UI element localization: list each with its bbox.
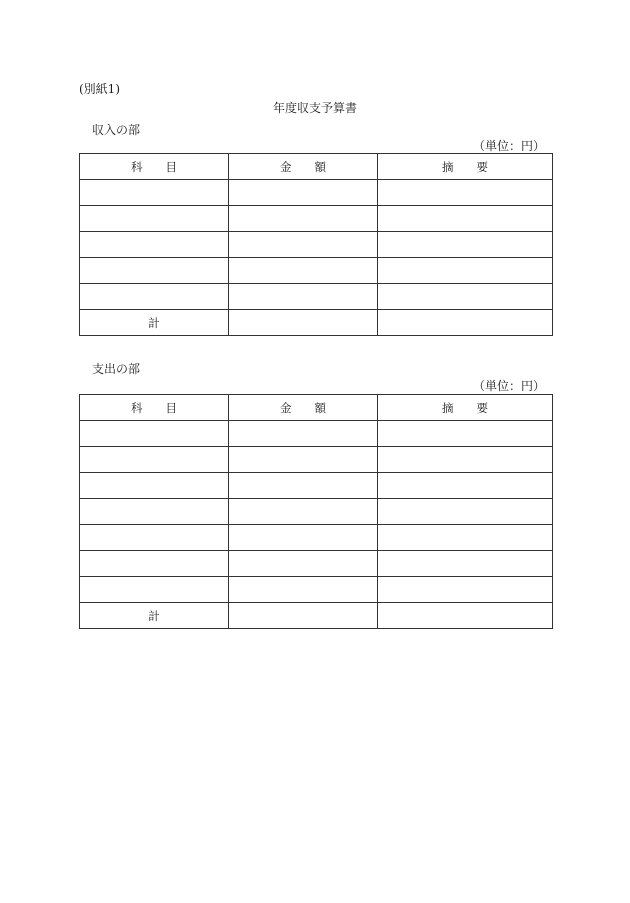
column-header-remarks: 摘 要	[378, 395, 553, 421]
item-cell	[80, 473, 229, 499]
remarks-cell	[378, 180, 553, 206]
item-cell	[80, 206, 229, 232]
amount-cell	[229, 577, 378, 603]
item-cell	[80, 421, 229, 447]
remarks-cell	[378, 284, 553, 310]
remarks-cell	[378, 551, 553, 577]
item-cell	[80, 551, 229, 577]
expense-unit-label: （単位：円）	[472, 379, 545, 393]
remarks-cell	[378, 577, 553, 603]
table-row	[80, 447, 553, 473]
table-row	[80, 499, 553, 525]
table-row	[80, 577, 553, 603]
amount-cell	[229, 284, 378, 310]
expense-table	[79, 394, 553, 629]
document-title: 年度収支予算書	[272, 101, 357, 115]
table-row	[80, 421, 553, 447]
item-cell	[80, 447, 229, 473]
item-cell	[80, 499, 229, 525]
column-header-remarks: 摘 要	[378, 154, 553, 180]
table-row	[80, 258, 553, 284]
item-cell	[80, 258, 229, 284]
amount-cell	[229, 499, 378, 525]
remarks-cell	[378, 258, 553, 284]
remarks-cell	[378, 525, 553, 551]
amount-cell	[229, 525, 378, 551]
amount-cell	[229, 447, 378, 473]
expense-section-label: 支出の部	[92, 362, 141, 376]
total-label: 計	[80, 310, 229, 336]
item-cell	[80, 525, 229, 551]
income-section-label: 収入の部	[92, 123, 141, 137]
remarks-cell	[378, 310, 553, 336]
attachment-label: (別紙1)	[79, 82, 120, 96]
remarks-cell	[378, 421, 553, 447]
remarks-cell	[378, 473, 553, 499]
table-row	[80, 551, 553, 577]
income-unit-label: （単位：円）	[472, 139, 545, 153]
remarks-cell	[378, 603, 553, 629]
table-row	[80, 206, 553, 232]
item-cell	[80, 232, 229, 258]
table-row	[80, 180, 553, 206]
total-label: 計	[80, 603, 229, 629]
table-row	[80, 284, 553, 310]
amount-cell	[229, 258, 378, 284]
remarks-cell	[378, 206, 553, 232]
column-header-item: 科 目	[80, 395, 229, 421]
column-header-amount: 金 額	[229, 395, 378, 421]
amount-cell	[229, 180, 378, 206]
amount-cell	[229, 310, 378, 336]
column-header-amount: 金 額	[229, 154, 378, 180]
amount-cell	[229, 473, 378, 499]
remarks-cell	[378, 232, 553, 258]
table-header-row	[80, 395, 553, 421]
table-header-row	[80, 154, 553, 180]
amount-cell	[229, 421, 378, 447]
item-cell	[80, 180, 229, 206]
amount-cell	[229, 551, 378, 577]
total-row	[80, 310, 553, 336]
item-cell	[80, 284, 229, 310]
remarks-cell	[378, 447, 553, 473]
amount-cell	[229, 206, 378, 232]
total-row	[80, 603, 553, 629]
remarks-cell	[378, 499, 553, 525]
table-row	[80, 525, 553, 551]
table-row	[80, 232, 553, 258]
income-table	[79, 153, 553, 336]
table-row	[80, 473, 553, 499]
column-header-item: 科 目	[80, 154, 229, 180]
amount-cell	[229, 603, 378, 629]
item-cell	[80, 577, 229, 603]
amount-cell	[229, 232, 378, 258]
